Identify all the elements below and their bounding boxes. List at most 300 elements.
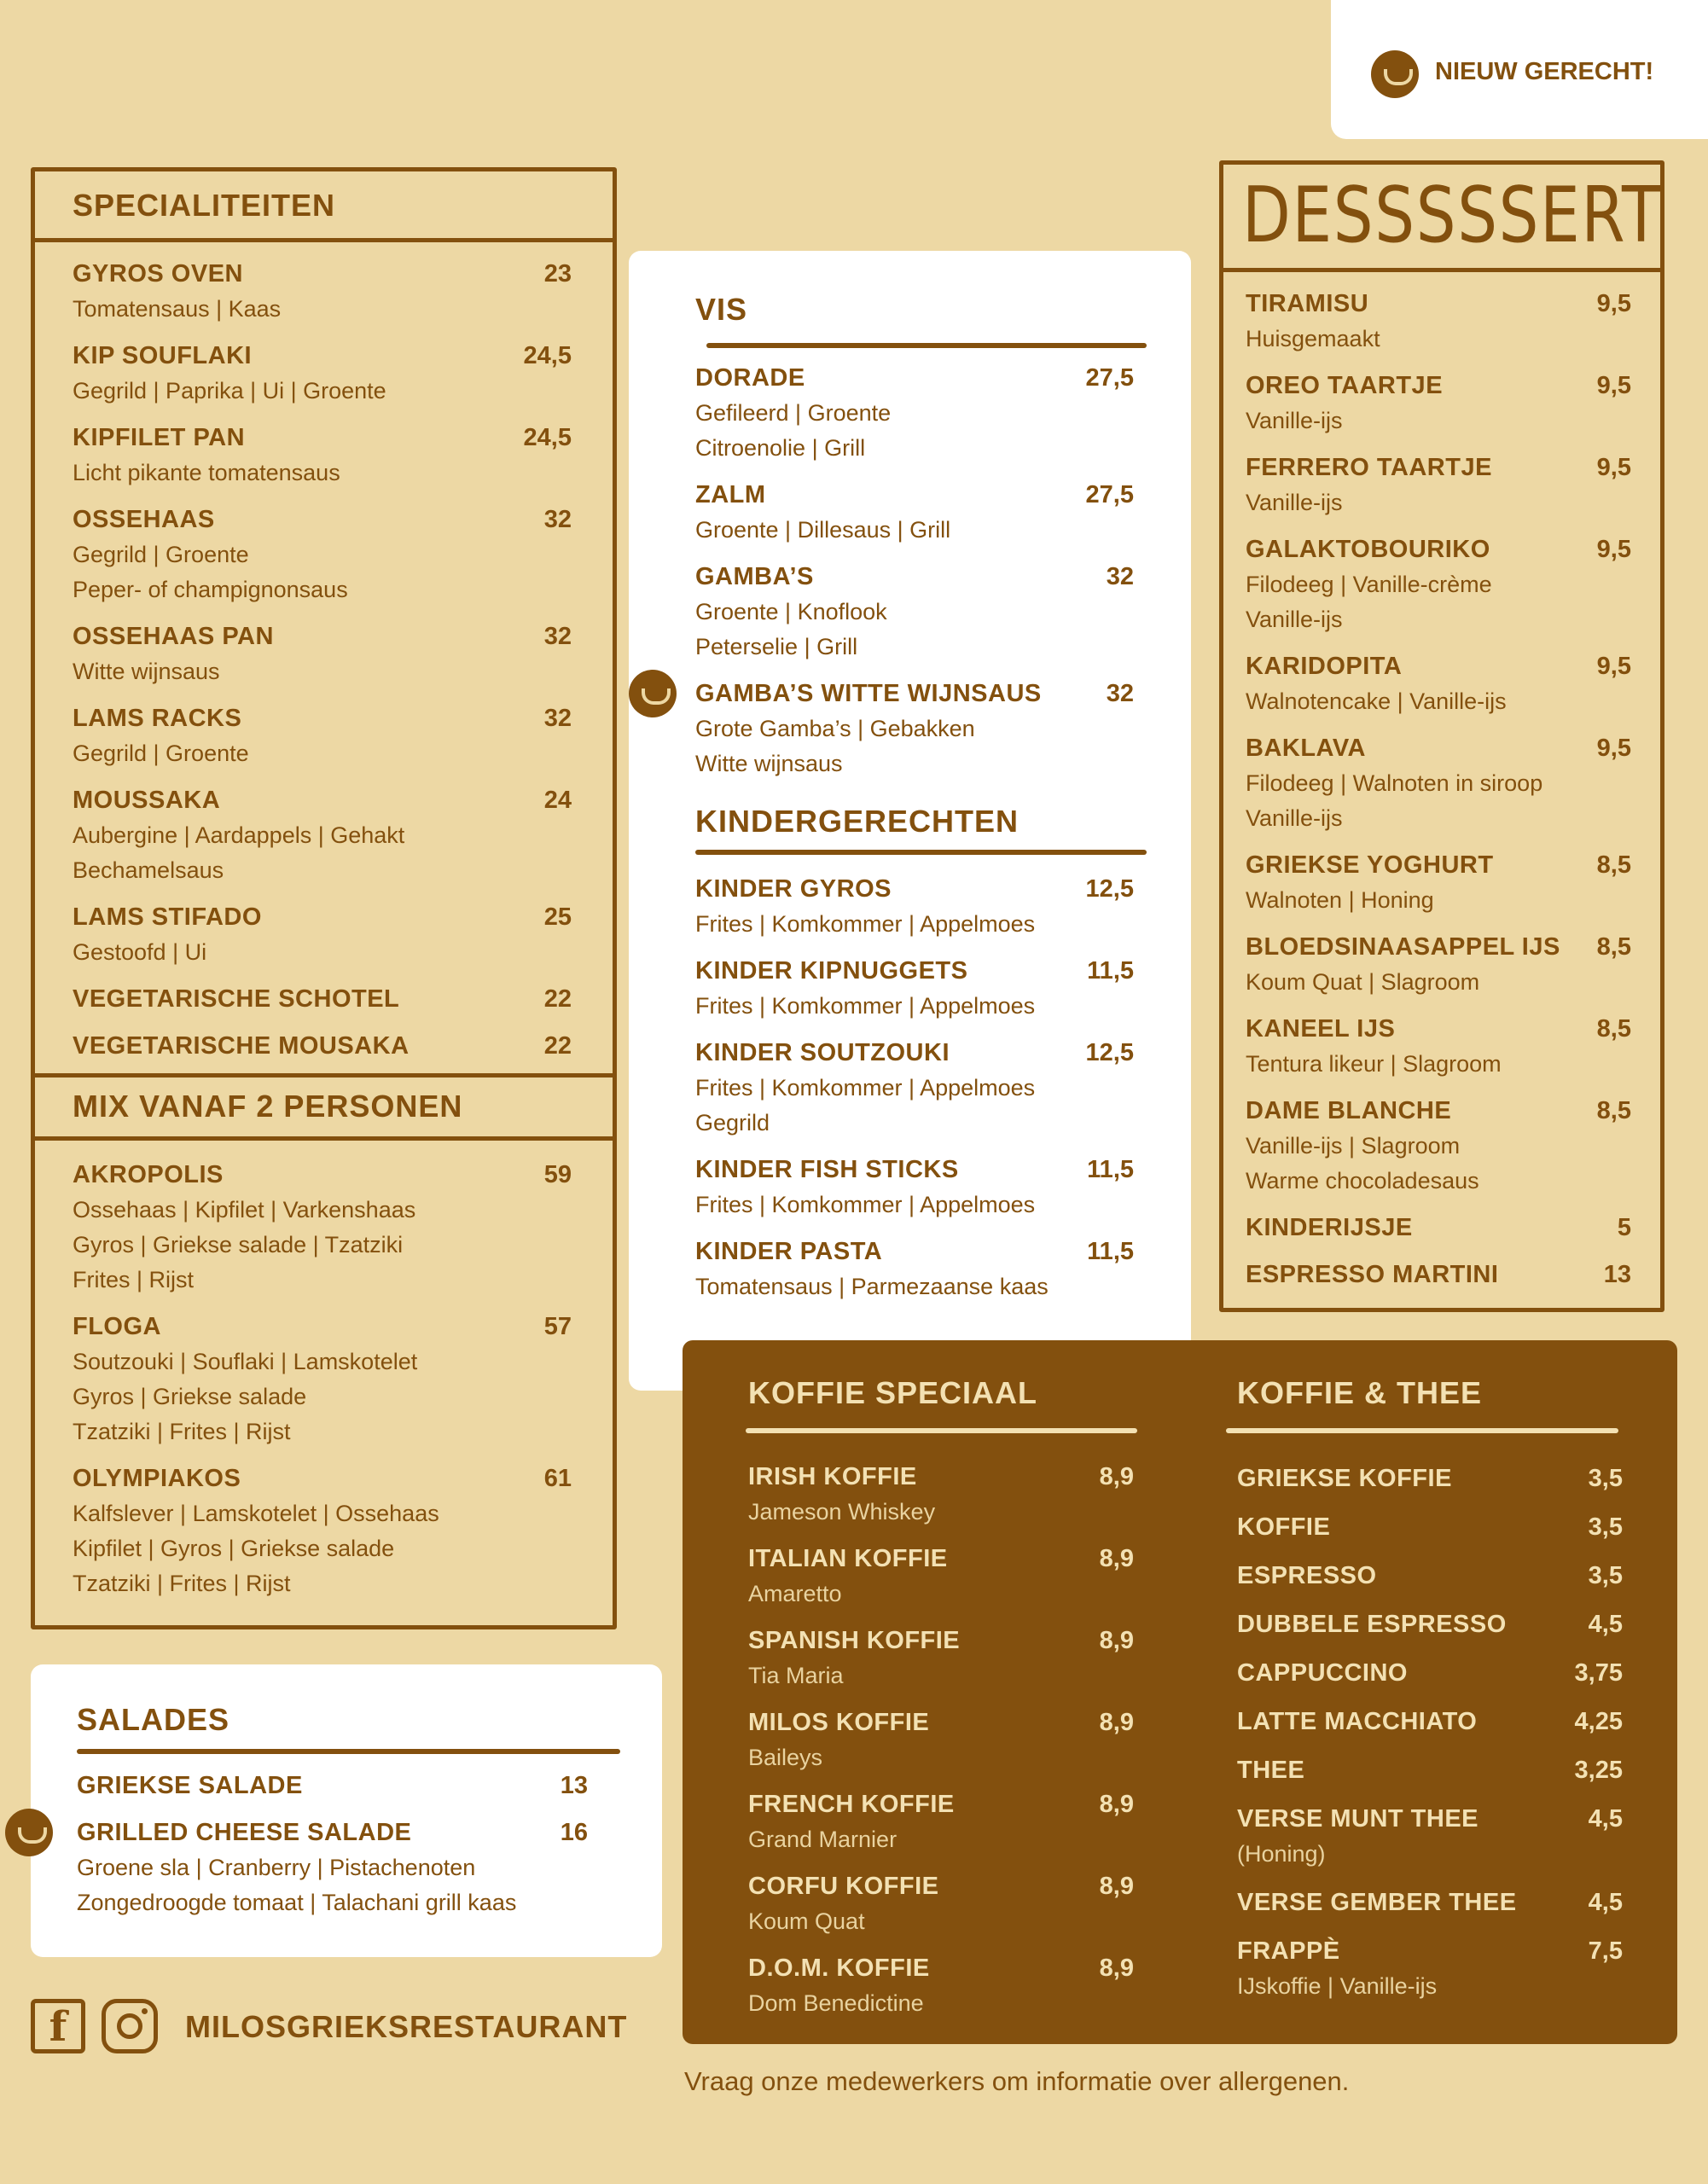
item-price: 11,5 (1087, 1156, 1134, 1183)
divider (1226, 1428, 1618, 1433)
specialiteiten-list (73, 256, 572, 1075)
divider (31, 1136, 617, 1141)
menu-item (73, 981, 572, 1017)
item-name: VERSE GEMBER THEE (1237, 1889, 1517, 1916)
item-price: 4,5 (1588, 1611, 1623, 1638)
menu-item (748, 1868, 1134, 1939)
item-description: Grand Marnier (748, 1827, 898, 1852)
menu-item (73, 338, 572, 409)
item-name: ZALM (695, 481, 766, 508)
item-description: Peper- of champignonsaus (73, 577, 348, 602)
menu-item-row (1237, 1934, 1623, 1969)
item-name: KANEEL IJS (1246, 1015, 1396, 1043)
specialiteiten-title: SPECIALITEITEN (73, 188, 336, 223)
item-description: Koum Quat | Slagroom (1246, 969, 1480, 995)
item-name: ITALIAN KOFFIE (748, 1545, 948, 1572)
item-description: Citroenolie | Grill (695, 435, 866, 461)
vis-list (695, 360, 1134, 793)
new-dish-legend (1331, 0, 1708, 139)
item-description: Kalfslever | Lamskotelet | Ossehaas (73, 1501, 439, 1526)
item-description: Kipfilet | Gyros | Griekse salade (73, 1536, 395, 1561)
facebook-icon[interactable]: f (31, 1999, 85, 2053)
item-name: KIPFILET PAN (73, 424, 246, 451)
menu-item-row (73, 782, 572, 818)
menu-item-row (73, 256, 572, 292)
divider (31, 238, 617, 242)
item-description: Frites | Komkommer | Appelmoes (695, 911, 1036, 937)
menu-item-row (1237, 1656, 1623, 1691)
item-description: Tomatensaus | Parmezaanse kaas (695, 1274, 1049, 1299)
menu-item-row (1246, 847, 1631, 883)
item-description: Tzatziki | Frites | Rijst (73, 1419, 291, 1444)
menu-item-row (695, 1152, 1134, 1188)
menu-item-row (1237, 1885, 1623, 1920)
item-price: 59 (543, 1161, 572, 1188)
item-price: 11,5 (1087, 1238, 1134, 1265)
menu-item-row (748, 1459, 1134, 1495)
menu-item (1246, 847, 1631, 918)
item-price: 8,9 (1099, 1955, 1134, 1982)
dessert-title: DESSSSSERT (1242, 171, 1662, 260)
item-name: GAMBA’S WITTE WIJNSAUS (695, 680, 1042, 707)
menu-item (73, 899, 572, 970)
menu-item-row (695, 871, 1134, 907)
menu-item-row (77, 1815, 588, 1850)
item-price: 13 (1603, 1261, 1631, 1288)
item-name: KOFFIE (1237, 1513, 1331, 1541)
item-price: 32 (543, 506, 572, 533)
item-price: 8,5 (1596, 933, 1631, 961)
smiley-icon (1371, 50, 1419, 98)
menu-item (73, 502, 572, 607)
item-price: 27,5 (1085, 364, 1134, 392)
item-description: Groente | Knoflook (695, 599, 887, 624)
item-name: DUBBELE ESPRESSO (1237, 1611, 1507, 1638)
menu-item-row (1246, 648, 1631, 684)
item-description: Gyros | Griekse salade (73, 1384, 307, 1409)
item-name: DORADE (695, 364, 805, 392)
menu-item-row (1237, 1559, 1623, 1594)
menu-item (1246, 929, 1631, 1000)
menu-item-row (748, 1623, 1134, 1658)
menu-item-row (73, 700, 572, 736)
item-description: Filodeeg | Vanille-crème (1246, 572, 1492, 597)
item-description: Grote Gamba’s | Gebakken (695, 716, 975, 741)
item-description: Tentura likeur | Slagroom (1246, 1051, 1502, 1077)
menu-item (1246, 648, 1631, 719)
menu-item (748, 1786, 1134, 1857)
koffie-thee-title: KOFFIE & THEE (1237, 1375, 1483, 1410)
item-price: 4,5 (1588, 1889, 1623, 1916)
divider (1219, 268, 1664, 272)
item-name: FRAPPÈ (1237, 1937, 1340, 1965)
item-name: SPANISH KOFFIE (748, 1627, 961, 1654)
item-description: Walnoten | Honing (1246, 887, 1434, 913)
item-price: 8,9 (1099, 1709, 1134, 1736)
item-name: TIRAMISU (1246, 290, 1369, 317)
menu-item (77, 1768, 588, 1804)
item-price: 8,9 (1099, 1791, 1134, 1818)
item-name: KINDER SOUTZOUKI (695, 1039, 950, 1066)
menu-item (1237, 1461, 1623, 1496)
menu-item-row (73, 1309, 572, 1345)
instagram-icon[interactable] (102, 1999, 158, 2053)
menu-item (1246, 730, 1631, 836)
item-description: Filodeeg | Walnoten in siroop (1246, 770, 1543, 796)
menu-item-row (1237, 1461, 1623, 1496)
menu-item-row (695, 953, 1134, 989)
menu-item-row (695, 1035, 1134, 1071)
menu-item (73, 1157, 572, 1298)
menu-item-row (695, 1234, 1134, 1269)
menu-item (695, 953, 1134, 1024)
menu-item-row (748, 1786, 1134, 1822)
menu-item (73, 700, 572, 771)
item-name: OSSEHAAS (73, 506, 215, 533)
menu-item (695, 871, 1134, 942)
item-description: Ossehaas | Kipfilet | Varkenshaas (73, 1197, 416, 1223)
item-description: Amaretto (748, 1581, 842, 1606)
menu-item-row (73, 619, 572, 654)
menu-item (1237, 1559, 1623, 1594)
mix-list (73, 1157, 572, 1612)
item-name: CORFU KOFFIE (748, 1873, 939, 1900)
item-price: 3,5 (1588, 1562, 1623, 1589)
item-price: 32 (1106, 563, 1134, 590)
vis-title: VIS (695, 292, 748, 327)
item-price: 11,5 (1087, 957, 1134, 985)
item-description: Vanille-ijs (1246, 607, 1343, 632)
item-price: 5 (1617, 1214, 1631, 1241)
menu-item (73, 1028, 572, 1064)
item-description: Licht pikante tomatensaus (73, 460, 340, 485)
social-handle[interactable]: MILOSGRIEKSRESTAURANT (185, 2009, 628, 2044)
menu-item-row (695, 676, 1134, 712)
divider (746, 1428, 1137, 1433)
item-name: CAPPUCCINO (1237, 1659, 1408, 1687)
item-description: Tzatziki | Frites | Rijst (73, 1571, 291, 1596)
new-dish-smiley-icon (629, 670, 677, 717)
menu-item (1246, 1093, 1631, 1199)
menu-item-row (1246, 1257, 1631, 1292)
menu-item-row (73, 1461, 572, 1496)
item-price: 13 (560, 1772, 588, 1799)
new-dish-label: NIEUW GERECHT! (1435, 58, 1654, 85)
item-description: Bechamelsaus (73, 857, 224, 883)
item-name: GYROS OVEN (73, 260, 243, 288)
item-name: VEGETARISCHE SCHOTEL (73, 985, 400, 1013)
menu-item (695, 477, 1134, 548)
item-description: Aubergine | Aardappels | Gehakt (73, 822, 405, 848)
item-price: 12,5 (1085, 875, 1134, 903)
menu-item-row (695, 477, 1134, 513)
item-name: GRIEKSE YOGHURT (1246, 851, 1494, 879)
item-description: Frites | Komkommer | Appelmoes (695, 1192, 1036, 1217)
item-price: 32 (1106, 680, 1134, 707)
item-price: 61 (543, 1465, 572, 1492)
item-name: IRISH KOFFIE (748, 1463, 917, 1490)
item-description: Gegrild (695, 1110, 770, 1136)
item-name: FLOGA (73, 1313, 161, 1340)
menu-item-row (1237, 1607, 1623, 1642)
item-price: 8,5 (1596, 1097, 1631, 1124)
item-description: Koum Quat (748, 1908, 865, 1934)
item-description: Tia Maria (748, 1663, 844, 1688)
item-name: FRENCH KOFFIE (748, 1791, 955, 1818)
item-price: 9,5 (1596, 735, 1631, 762)
menu-item (73, 420, 572, 491)
item-price: 4,25 (1574, 1708, 1623, 1735)
item-price: 9,5 (1596, 653, 1631, 680)
item-price: 12,5 (1085, 1039, 1134, 1066)
item-price: 9,5 (1596, 536, 1631, 563)
item-price: 22 (543, 985, 572, 1013)
item-description: Vanille-ijs (1246, 805, 1343, 831)
item-description: Frites | Komkommer | Appelmoes (695, 1075, 1036, 1101)
item-price: 24 (543, 787, 572, 814)
menu-item-row (1246, 450, 1631, 485)
item-name: D.O.M. KOFFIE (748, 1955, 930, 1982)
menu-item (695, 360, 1134, 466)
menu-item-row (77, 1768, 588, 1804)
item-price: 9,5 (1596, 372, 1631, 399)
menu-item-row (73, 420, 572, 456)
menu-item-row (695, 360, 1134, 396)
menu-item (1246, 368, 1631, 439)
item-price: 32 (543, 623, 572, 650)
item-price: 16 (560, 1819, 588, 1846)
item-name: KINDER FISH STICKS (695, 1156, 959, 1183)
item-description: Gyros | Griekse salade | Tzatziki (73, 1232, 404, 1258)
item-description: Witte wijnsaus (73, 659, 220, 684)
mix-title: MIX VANAF 2 PERSONEN (73, 1089, 463, 1124)
item-price: 3,5 (1588, 1465, 1623, 1492)
item-price: 27,5 (1085, 481, 1134, 508)
menu-item (73, 1461, 572, 1601)
item-description: Peterselie | Grill (695, 634, 858, 659)
item-description: Tomatensaus | Kaas (73, 296, 282, 322)
item-description: Gestoofd | Ui (73, 939, 207, 965)
item-name: ESPRESSO MARTINI (1246, 1261, 1499, 1288)
item-description: (Honing) (1237, 1841, 1326, 1867)
kinder-title: KINDERGERECHTEN (695, 804, 1020, 839)
menu-item-row (695, 559, 1134, 595)
divider (706, 343, 1147, 348)
menu-item-row (748, 1868, 1134, 1904)
item-price: 32 (543, 705, 572, 732)
item-name: VEGETARISCHE MOUSAKA (73, 1032, 410, 1060)
item-price: 7,5 (1588, 1937, 1623, 1965)
koffie-speciaal-title: KOFFIE SPECIAAL (748, 1375, 1038, 1410)
menu-item (748, 1459, 1134, 1530)
item-name: VERSE MUNT THEE (1237, 1805, 1479, 1833)
item-name: GRIEKSE SALADE (77, 1772, 303, 1799)
menu-item-row (73, 981, 572, 1017)
item-description: Frites | Rijst (73, 1267, 195, 1292)
item-price: 3,5 (1588, 1513, 1623, 1541)
item-description: Soutzouki | Souflaki | Lamskotelet (73, 1349, 418, 1374)
menu-item (748, 1541, 1134, 1612)
menu-item (748, 1623, 1134, 1693)
item-name: BAKLAVA (1246, 735, 1366, 762)
item-name: KIP SOUFLAKI (73, 342, 253, 369)
menu-item (1246, 1011, 1631, 1082)
item-name: THEE (1237, 1757, 1305, 1784)
salades-title: SALADES (77, 1702, 230, 1737)
allergen-note: Vraag onze medewerkers om informatie over allergenen. (684, 2066, 1350, 2096)
menu-item (1246, 1257, 1631, 1292)
item-name: LAMS STIFADO (73, 903, 262, 931)
item-name: KINDER GYROS (695, 875, 892, 903)
item-price: 3,25 (1574, 1757, 1623, 1784)
item-name: BLOEDSINAASAPPEL IJS (1246, 933, 1560, 961)
item-price: 25 (543, 903, 572, 931)
item-description: Warme chocoladesaus (1246, 1168, 1479, 1194)
menu-item (748, 1705, 1134, 1775)
item-price: 8,5 (1596, 1015, 1631, 1043)
item-description: Gegrild | Paprika | Ui | Groente (73, 378, 386, 404)
item-name: OLYMPIAKOS (73, 1465, 241, 1492)
menu-item (1237, 1510, 1623, 1545)
menu-item-row (1237, 1705, 1623, 1740)
menu-item-row (748, 1541, 1134, 1577)
menu-item-row (748, 1705, 1134, 1740)
item-description: Frites | Komkommer | Appelmoes (695, 993, 1036, 1019)
item-price: 24,5 (523, 342, 572, 369)
menu-item-row (1246, 286, 1631, 322)
menu-item (1246, 286, 1631, 357)
item-description: Vanille-ijs (1246, 408, 1343, 433)
dessert-list (1246, 286, 1631, 1304)
menu-item (695, 1152, 1134, 1223)
menu-item (1237, 1656, 1623, 1691)
menu-item (1237, 1705, 1623, 1740)
item-description: Witte wijnsaus (695, 751, 843, 776)
item-price: 8,9 (1099, 1627, 1134, 1654)
item-name: KARIDOPITA (1246, 653, 1403, 680)
item-description: Zongedroogde tomaat | Talachani grill kaas (77, 1890, 517, 1915)
item-name: GAMBA’S (695, 563, 814, 590)
item-name: MOUSSAKA (73, 787, 221, 814)
menu-item (1237, 1607, 1623, 1642)
menu-item-row (73, 1157, 572, 1193)
menu-item (1246, 450, 1631, 520)
menu-item-row (1237, 1510, 1623, 1545)
item-price: 57 (543, 1313, 572, 1340)
item-name: GRIEKSE KOFFIE (1237, 1465, 1452, 1492)
item-price: 24,5 (523, 424, 572, 451)
menu-item (748, 1950, 1134, 2021)
item-name: FERRERO TAARTJE (1246, 454, 1492, 481)
item-description: Groene sla | Cranberry | Pistachenoten (77, 1855, 476, 1880)
menu-item (695, 676, 1134, 781)
menu-item-row (1237, 1753, 1623, 1788)
kinder-list (695, 871, 1134, 1316)
divider (695, 850, 1147, 855)
item-name: MILOS KOFFIE (748, 1709, 930, 1736)
item-price: 23 (543, 260, 572, 288)
menu-item-row (1246, 730, 1631, 766)
menu-item (77, 1815, 588, 1920)
item-description: Groente | Dillesaus | Grill (695, 517, 951, 543)
menu-item-row (1246, 1210, 1631, 1246)
new-dish-smiley-icon (5, 1809, 53, 1856)
item-price: 3,75 (1574, 1659, 1623, 1687)
menu-item-row (1246, 1093, 1631, 1129)
item-description: Gegrild | Groente (73, 741, 249, 766)
menu-item-row (1246, 368, 1631, 404)
divider (31, 1073, 617, 1077)
menu-item-row (1246, 1011, 1631, 1047)
menu-item-row (748, 1950, 1134, 1986)
item-description: Huisgemaakt (1246, 326, 1380, 351)
item-name: LATTE MACCHIATO (1237, 1708, 1478, 1735)
divider (77, 1749, 620, 1754)
item-price: 8,9 (1099, 1463, 1134, 1490)
menu-item-row (73, 338, 572, 374)
item-price: 8,5 (1596, 851, 1631, 879)
koffie-speciaal-list (748, 1459, 1134, 2032)
menu-item-row (73, 502, 572, 537)
item-name: AKROPOLIS (73, 1161, 224, 1188)
menu-item-row (1246, 929, 1631, 965)
menu-item (73, 1309, 572, 1449)
item-price: 9,5 (1596, 454, 1631, 481)
menu-item-row (73, 899, 572, 935)
item-description: Gefileerd | Groente (695, 400, 892, 426)
item-name: KINDER KIPNUGGETS (695, 957, 968, 985)
menu-item-row (1237, 1802, 1623, 1837)
menu-item (695, 559, 1134, 665)
menu-item-row (1246, 531, 1631, 567)
item-description: Vanille-ijs (1246, 490, 1343, 515)
menu-item (695, 1234, 1134, 1304)
item-description: Baileys (748, 1745, 823, 1770)
item-name: DAME BLANCHE (1246, 1097, 1452, 1124)
menu-item (73, 619, 572, 689)
item-price: 8,9 (1099, 1873, 1134, 1900)
menu-item (1246, 531, 1631, 637)
menu-item (1246, 1210, 1631, 1246)
item-name: GALAKTOBOURIKO (1246, 536, 1490, 563)
item-description: Dom Benedictine (748, 1990, 924, 2016)
item-description: Jameson Whiskey (748, 1499, 936, 1525)
item-price: 22 (543, 1032, 572, 1060)
koffie-thee-list (1237, 1461, 1623, 2018)
menu-item (73, 782, 572, 888)
item-name: OSSEHAAS PAN (73, 623, 274, 650)
menu-item (695, 1035, 1134, 1141)
item-name: OREO TAARTJE (1246, 372, 1444, 399)
menu-item (1237, 1885, 1623, 1920)
item-price: 9,5 (1596, 290, 1631, 317)
item-description: Vanille-ijs | Slagroom (1246, 1133, 1461, 1159)
salades-list (77, 1768, 588, 1931)
item-description: Gegrild | Groente (73, 542, 249, 567)
item-name: LAMS RACKS (73, 705, 242, 732)
item-name: ESPRESSO (1237, 1562, 1377, 1589)
menu-item (1237, 1802, 1623, 1872)
menu-item (1237, 1753, 1623, 1788)
menu-item-row (73, 1028, 572, 1064)
item-name: KINDERIJSJE (1246, 1214, 1413, 1241)
item-name: GRILLED CHEESE SALADE (77, 1819, 412, 1846)
item-price: 8,9 (1099, 1545, 1134, 1572)
item-name: KINDER PASTA (695, 1238, 883, 1265)
menu-item (1237, 1934, 1623, 2004)
menu-item (73, 256, 572, 327)
item-price: 4,5 (1588, 1805, 1623, 1833)
